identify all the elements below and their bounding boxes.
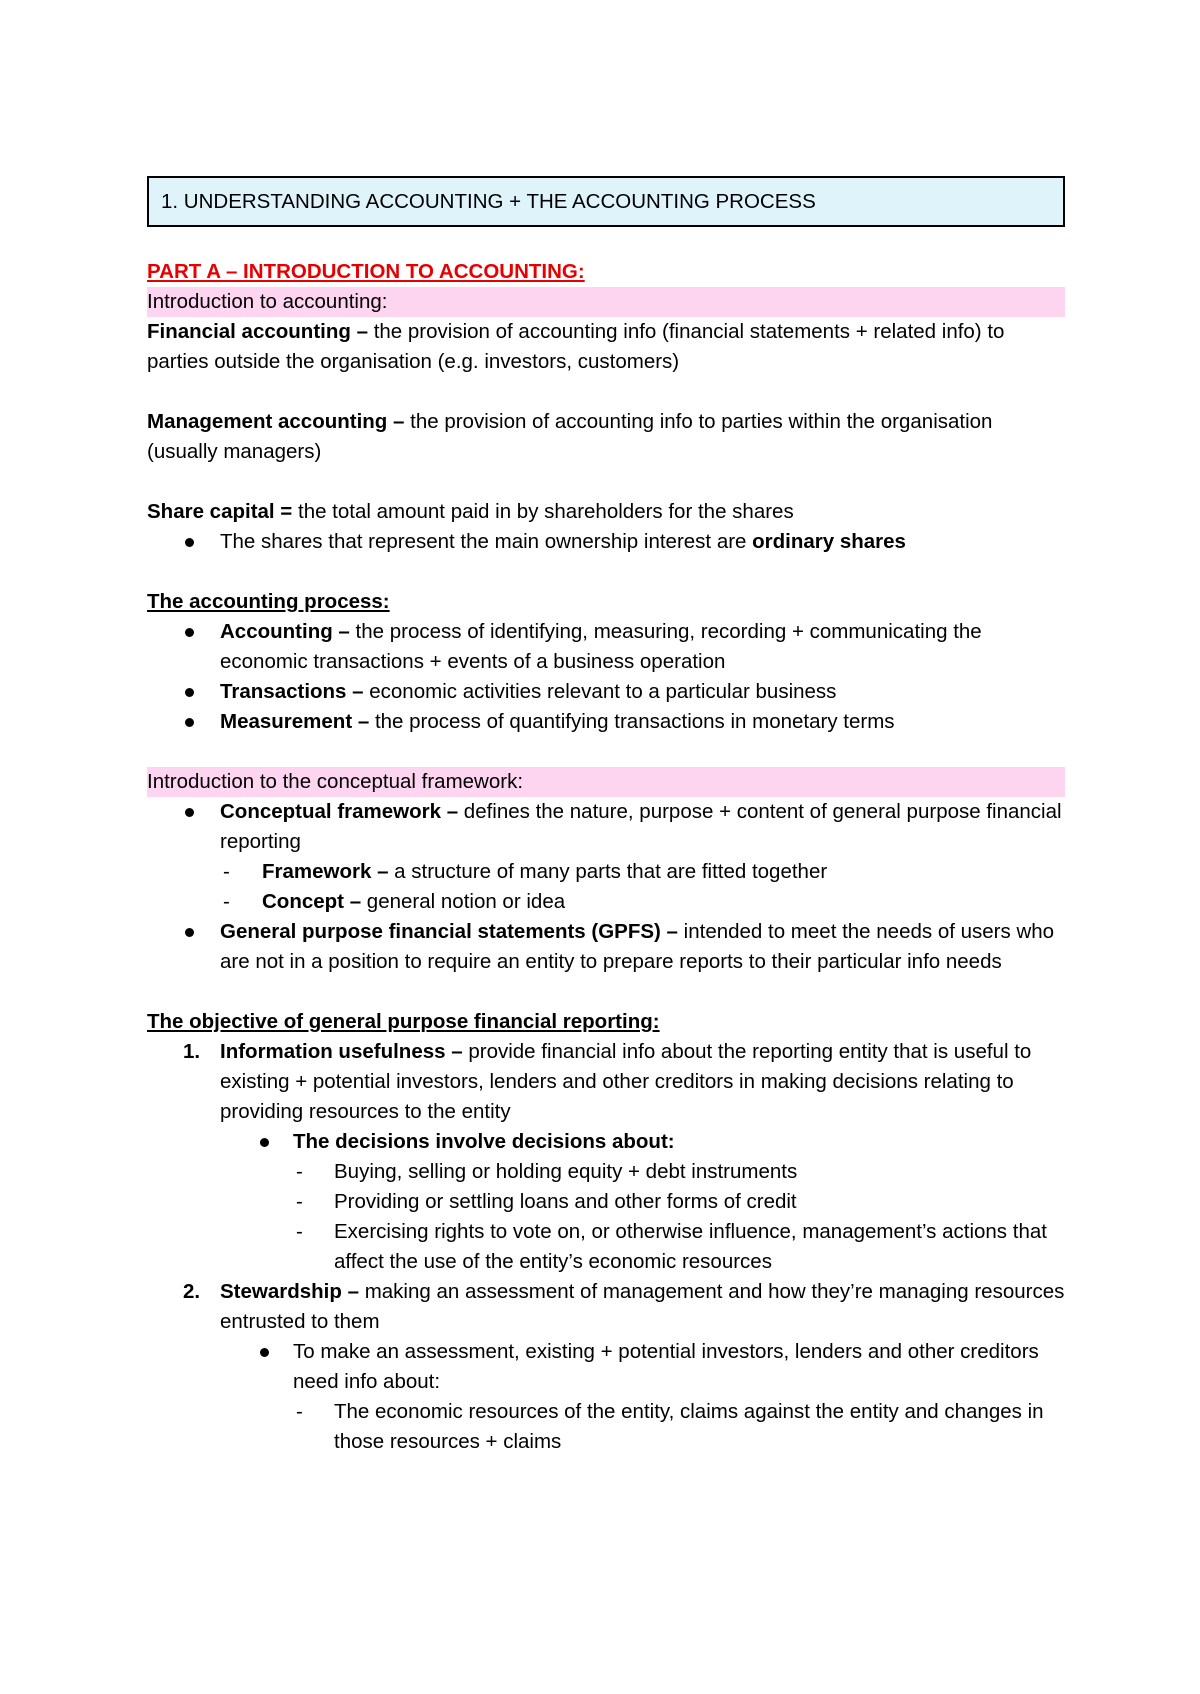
dash-marker: -	[296, 1160, 303, 1183]
dash-marker: -	[296, 1220, 303, 1243]
list-item-term: Transactions –	[220, 680, 364, 703]
list-item	[147, 617, 1065, 677]
management-accounting-term: Management accounting –	[147, 410, 405, 433]
list-item	[147, 527, 1065, 557]
list-item-text: the process of quantifying transactions in monetary terms	[369, 710, 895, 733]
dash-marker: -	[223, 860, 230, 883]
list-item	[147, 1157, 1065, 1187]
framework-heading: Introduction to the conceptual framework:	[147, 767, 1065, 797]
list-item-term: Information usefulness –	[220, 1040, 463, 1063]
list-item-text: economic activities relevant to a particular business	[363, 680, 837, 703]
list-item-text: The decisions involve decisions about:	[293, 1130, 675, 1153]
list-item-term: Measurement –	[220, 710, 370, 733]
list-item-text: the process of identifying, measuring, recording + communicating the economic transactions + events of a business operation	[220, 620, 982, 673]
list-item	[147, 677, 1065, 707]
bullet-icon	[185, 808, 194, 817]
dash-marker: -	[296, 1190, 303, 1213]
list-item-term: Framework –	[262, 860, 389, 883]
list-item	[147, 1127, 1065, 1157]
financial-accounting-definition	[147, 317, 1065, 377]
financial-accounting-term: Financial accounting –	[147, 320, 368, 343]
dash-marker: -	[223, 890, 230, 913]
management-accounting-definition	[147, 407, 1065, 467]
list-item-text: To make an assessment, existing + potential investors, lenders and other creditors need info about:	[293, 1340, 1039, 1393]
management-accounting-text: the provision of accounting info to parties within the organisation (usually managers)	[147, 410, 993, 463]
share-capital-definition	[147, 497, 1065, 527]
list-item	[147, 1217, 1065, 1277]
list-item	[147, 857, 1065, 887]
list-number: 1.	[183, 1040, 201, 1063]
bullet-icon	[185, 628, 194, 637]
dash-marker: -	[296, 1400, 303, 1423]
list-item-text: general notion or idea	[361, 890, 566, 913]
share-capital-text: the total amount paid in by shareholders for the shares	[292, 500, 794, 523]
list-item-text: Exercising rights to vote on, or otherwise influence, management’s actions that affect the use of the entity’s economic resources	[334, 1220, 1047, 1273]
list-item	[147, 1277, 1065, 1337]
share-bullet-bold: ordinary shares	[752, 530, 906, 553]
list-item-term: Accounting –	[220, 620, 350, 643]
list-item-term: Conceptual framework –	[220, 800, 459, 823]
list-item-text: intended to meet the needs of users who are not in a position to require an entity to prepare reports to their particular info needs	[220, 920, 1055, 973]
bullet-icon	[185, 718, 194, 727]
list-item-text: provide financial info about the reporting entity that is useful to existing + potential investors, lenders and other creditors in making decisions relating to providing resources to the entity	[220, 1040, 1032, 1123]
objective-heading: The objective of general purpose financial reporting:	[147, 1010, 660, 1033]
bullet-icon	[260, 1348, 269, 1357]
list-item-text: defines the nature, purpose + content of general purpose financial reporting	[220, 800, 1062, 853]
list-item	[147, 917, 1065, 977]
list-item-term: Stewardship –	[220, 1280, 359, 1303]
list-item	[147, 1337, 1065, 1397]
bullet-icon	[185, 928, 194, 937]
list-item-text: Buying, selling or holding equity + debt instruments	[334, 1160, 798, 1183]
list-item-text: a structure of many parts that are fitted together	[388, 860, 828, 883]
financial-accounting-text: the provision of accounting info (financial statements + related info) to parties outside the organisation (e.g. investors, customers)	[147, 320, 1005, 373]
intro-heading: Introduction to accounting:	[147, 287, 1065, 317]
part-a-heading: PART A – INTRODUCTION TO ACCOUNTING:	[147, 260, 585, 283]
list-item	[147, 707, 1065, 737]
list-item-text: making an assessment of management and how they’re managing resources entrusted to them	[220, 1280, 1065, 1333]
list-item-term: General purpose financial statements (GPFS) –	[220, 920, 678, 943]
list-item-text: Providing or settling loans and other forms of credit	[334, 1190, 797, 1213]
document-page	[147, 176, 1065, 1457]
list-item	[147, 797, 1065, 857]
list-item	[147, 887, 1065, 917]
share-capital-term: Share capital =	[147, 500, 293, 523]
list-item	[147, 1187, 1065, 1217]
share-bullet-text: The shares that represent the main ownership interest are	[220, 530, 753, 553]
list-item-term: Concept –	[262, 890, 362, 913]
section-title-box: 1. UNDERSTANDING ACCOUNTING + THE ACCOUNTING PROCESS	[147, 176, 1065, 227]
accounting-process-heading: The accounting process:	[147, 590, 390, 613]
list-item	[147, 1397, 1065, 1457]
list-number: 2.	[183, 1280, 201, 1303]
bullet-icon	[185, 538, 194, 547]
list-item	[147, 1037, 1065, 1127]
bullet-icon	[185, 688, 194, 697]
list-item-text: The economic resources of the entity, claims against the entity and changes in those resources + claims	[334, 1400, 1044, 1453]
bullet-icon	[260, 1138, 269, 1147]
